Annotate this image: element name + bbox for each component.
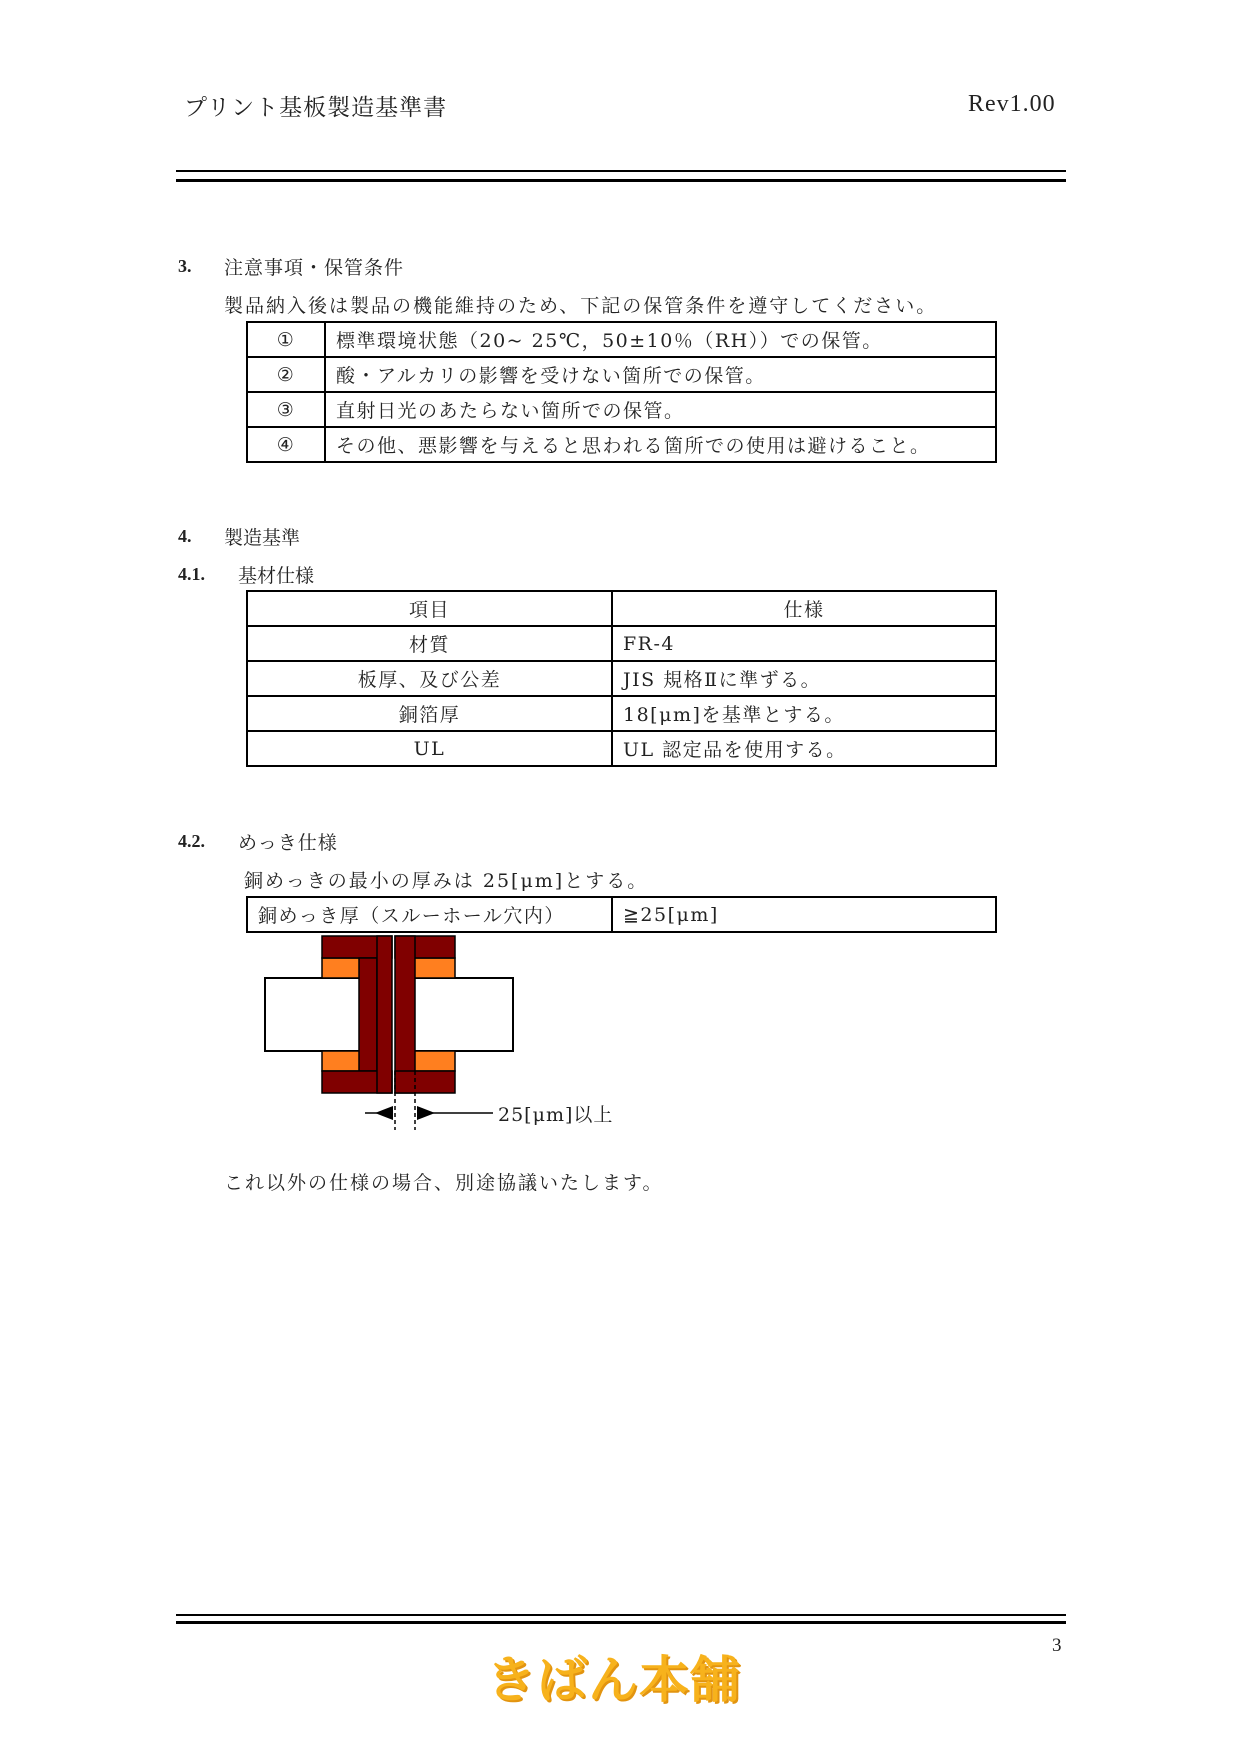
section-3-number: 3. [178,256,192,276]
section-4-2-intro: 銅めっきの最小の厚みは 25[μm]とする。 [244,870,649,892]
base-material-table [246,590,997,767]
revision-label: Rev1.00 [968,91,1056,117]
header-rule-bottom [176,179,1066,182]
table-row [247,696,996,731]
row-number: ② [247,357,325,392]
document-title: プリント基板製造基準書 [184,95,448,121]
table-row [247,357,996,392]
table-row [247,427,996,462]
table-header-row [247,591,996,626]
plating-right-barrel [395,936,415,1093]
table-row [247,626,996,661]
dimension-arrow-left [375,1106,393,1120]
plating-thickness-label: 25[μm]以上 [498,1104,614,1126]
dimension-arrow-right [417,1106,435,1120]
section-3-title: 注意事項・保管条件 [224,257,405,279]
section-4-1-number: 4.1. [178,564,205,584]
column-header-spec: 仕様 [612,591,996,626]
section-4-1-title: 基材仕様 [238,565,315,587]
cell-spec: 18[μm]を基準とする。 [612,696,996,731]
copper-foil-right-top [413,958,455,978]
copper-foil-right-bottom [413,1051,455,1071]
section-4-number: 4. [178,526,192,546]
row-number: ③ [247,392,325,427]
row-number: ④ [247,427,325,462]
plating-left-barrel [377,936,392,1093]
storage-conditions-table [246,321,997,463]
row-text: 標準環境状態（20~ 25℃，50±10％（RH））での保管。 [325,322,996,357]
section-3-intro: 製品納入後は製品の機能維持のため、下記の保管条件を遵守してください。 [224,295,938,317]
cell-spec: JIS 規格Ⅱに準ずる。 [612,661,996,696]
footer-note: これ以外の仕様の場合、別途協議いたします。 [224,1172,664,1194]
cell-spec: ≧25[μm] [612,897,996,932]
row-number: ① [247,322,325,357]
section-4-2-number: 4.2. [178,831,205,851]
table-row [247,392,996,427]
table-row [247,322,996,357]
cell-item: 銅めっき厚（スルーホール穴内） [247,897,612,932]
plating-left-wall [359,958,377,1071]
cell-item: UL [247,731,612,766]
section-4-2-title: めっき仕様 [238,832,338,854]
column-header-item: 項目 [247,591,612,626]
cell-spec: UL 認定品を使用する。 [612,731,996,766]
row-text: その他、悪影響を与えると思われる箇所での使用は避けること。 [325,427,996,462]
board-right [413,978,513,1051]
company-logo: きばん本舗 [486,1651,741,1709]
plating-table [246,896,997,933]
cell-item: 銅箔厚 [247,696,612,731]
table-row [247,897,996,932]
cell-item: 板厚、及び公差 [247,661,612,696]
footer-rule-bottom [176,1621,1066,1624]
plating-right-bottom [395,1071,455,1093]
row-text: 酸・アルカリの影響を受けない箇所での保管。 [325,357,996,392]
header-rule-top [176,170,1066,172]
cell-spec: FR-4 [612,626,996,661]
section-4-title: 製造基準 [224,527,301,549]
table-row [247,661,996,696]
footer-rule-top [176,1614,1066,1616]
cell-item: 材質 [247,626,612,661]
row-text: 直射日光のあたらない箇所での保管。 [325,392,996,427]
page-number: 3 [1052,1635,1062,1656]
table-row [247,731,996,766]
